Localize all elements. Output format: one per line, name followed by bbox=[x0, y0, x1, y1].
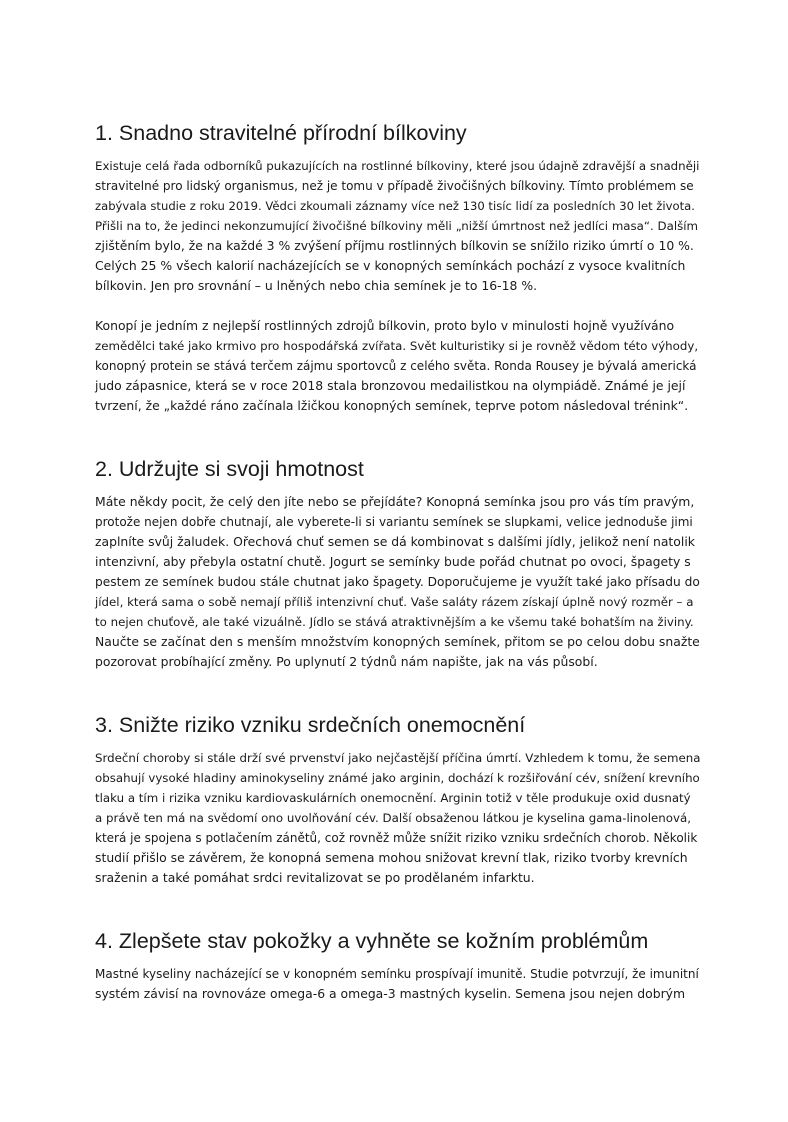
text-line: protože nejen dobře chutnají, ale vyberete-li si variantu semínek se slupkami, velice jednoduše jimi bbox=[95, 515, 693, 529]
text-line: Máte někdy pocit, že celý den jíte nebo se přejídáte? Konopná semínka jsou pro vás tím pravým, bbox=[95, 494, 695, 509]
text-line: judo zápasnice, která se v roce 2018 stala bronzovou medailistkou na olympiádě. Známé je její bbox=[95, 378, 686, 393]
section-heading: 2. Udržujte si svoji hmotnost bbox=[95, 457, 364, 481]
text-line: Konopí je jedním z nejlepší rostlinných zdrojů bílkovin, proto bylo v minulosti hojně využíváno bbox=[95, 318, 675, 333]
text-line: systém závisí na rovnováze omega-6 a omega-3 mastných kyselin. Semena jsou nejen dobrým bbox=[95, 986, 686, 1001]
section-gap bbox=[95, 672, 700, 710]
text-line: Naučte se začínat den s menším množstvím konopných semínek, přitom se po celou dobu snažte bbox=[95, 634, 700, 649]
text-line: zjištěním bylo, že na každé 3 % zvýšení příjmu rostlinných bílkovin se snížilo riziko úmrtí o 10 %. bbox=[95, 238, 694, 253]
text-line: zabývala studie z roku 2019. Vědci zkoumali záznamy více než 130 tisíc lidí za posledních 30 let života. bbox=[95, 199, 695, 213]
text-line: Mastné kyseliny nacházející se v konopném semínku prospívají imunitě. Studie potvrzují, že imunitní bbox=[95, 967, 699, 981]
section-gap bbox=[95, 416, 700, 454]
text-line: a právě ten má na svědomí ono uvolňování cév. Další obsaženou látkou je kyselina gama-linolenová, bbox=[95, 811, 691, 825]
text-line: obsahují vysoké hladiny aminokyseliny známé jako arginin, dochází k rozšiřování cév, snížení krevního bbox=[95, 771, 700, 785]
section-heading: 1. Snadno stravitelné přírodní bílkoviny bbox=[95, 121, 467, 145]
text-line: zemědělci také jako krmivo pro hospodářská zvířata. Svět kulturistiky si je rovněž vědom této výhody, bbox=[95, 339, 699, 353]
text-line: Existuje celá řada odborníků pukazujících na rostlinné bílkoviny, které jsou údajně zdravější a snadněji bbox=[95, 159, 700, 173]
text-line: která je spojena s potlačením zánětů, což rovněž může snížit riziko vzniku srdečních chorob. Několik bbox=[95, 831, 698, 845]
paragraph bbox=[95, 748, 700, 888]
section-weight bbox=[95, 454, 700, 672]
text-line: studií přišlo se závěrem, že konopná semena mohou snižovat krevní tlak, riziko tvorby krevních bbox=[95, 850, 688, 865]
section-skin bbox=[95, 926, 700, 1004]
text-line: zaplníte svůj žaludek. Ořechová chuť semen se dá kombinovat s dalšími jídly, jelikož není natolik bbox=[95, 534, 695, 549]
section-heading: 4. Zlepšete stav pokožky a vyhněte se kožním problémům bbox=[95, 929, 649, 953]
text-line: tvrzení, že „každé ráno začínala lžičkou konopných semínek, teprve potom následoval trénink“. bbox=[95, 398, 689, 413]
text-line: Srdeční choroby si stále drží své prvenství jako nejčastější příčina úmrtí. Vzhledem k tomu, že semena bbox=[95, 751, 701, 765]
text-line: tlaku a tím i rizika vzniku kardiovaskulárních onemocnění. Arginin totiž v těle produkuje oxid dusnatý bbox=[95, 791, 691, 805]
text-line: pestem ze semínek budou stále chutnat jako špagety. Doporučujeme je využít také jako přísadu do bbox=[95, 575, 700, 589]
article-body bbox=[95, 118, 700, 1004]
text-line: Přišli na to, že jedinci nekonzumující živočišné bílkoviny měli „nižší úmrtnost než jedlíci masa“. Dalším bbox=[95, 219, 699, 233]
paragraph bbox=[95, 316, 700, 416]
text-line: pozorovat probíhající změny. Po uplynutí 2 týdnů nám napište, jak na vás působí. bbox=[95, 654, 598, 669]
text-line: to nejen chuťově, ale také vizuálně. Jídlo se stává atraktivnějším a ke všemu také bohatším na živiny. bbox=[95, 615, 694, 629]
text-line: stravitelné pro lidský organismus, než je tomu v případě živočišných bílkoviny. Tímto problémem se bbox=[95, 179, 694, 193]
text-line: Celých 25 % všech kalorií nacházejících se v konopných semínkách pochází z vysoce kvalitních bbox=[95, 258, 686, 273]
section-heading: 3. Snižte riziko vzniku srdečních onemocnění bbox=[95, 713, 526, 737]
text-line: konopný protein se stává terčem zájmu sportovců z celého světa. Ronda Rousey je bývalá americká bbox=[95, 359, 697, 373]
text-line: bílkovin. Jen pro srovnání – u lněných nebo chia semínek je to 16-18 %. bbox=[95, 278, 538, 293]
text-line: sraženin a také pomáhat srdci revitalizovat se po prodělaném infarktu. bbox=[95, 870, 535, 885]
paragraph bbox=[95, 492, 700, 672]
text-line: jídel, která sama o sobě nemají příliš intenzivní chuť. Vaše saláty rázem získají úplně nový rozměr – a bbox=[95, 595, 694, 609]
section-gap bbox=[95, 888, 700, 926]
paragraph bbox=[95, 156, 700, 296]
section-heart bbox=[95, 710, 700, 888]
paragraph bbox=[95, 964, 700, 1004]
paragraph-gap bbox=[95, 296, 700, 316]
text-line: intenzivní, aby přebyla ostatní chutě. Jogurt se semínky bude pořád chutnat po ovoci, špagety s bbox=[95, 554, 691, 569]
section-protein bbox=[95, 118, 700, 416]
